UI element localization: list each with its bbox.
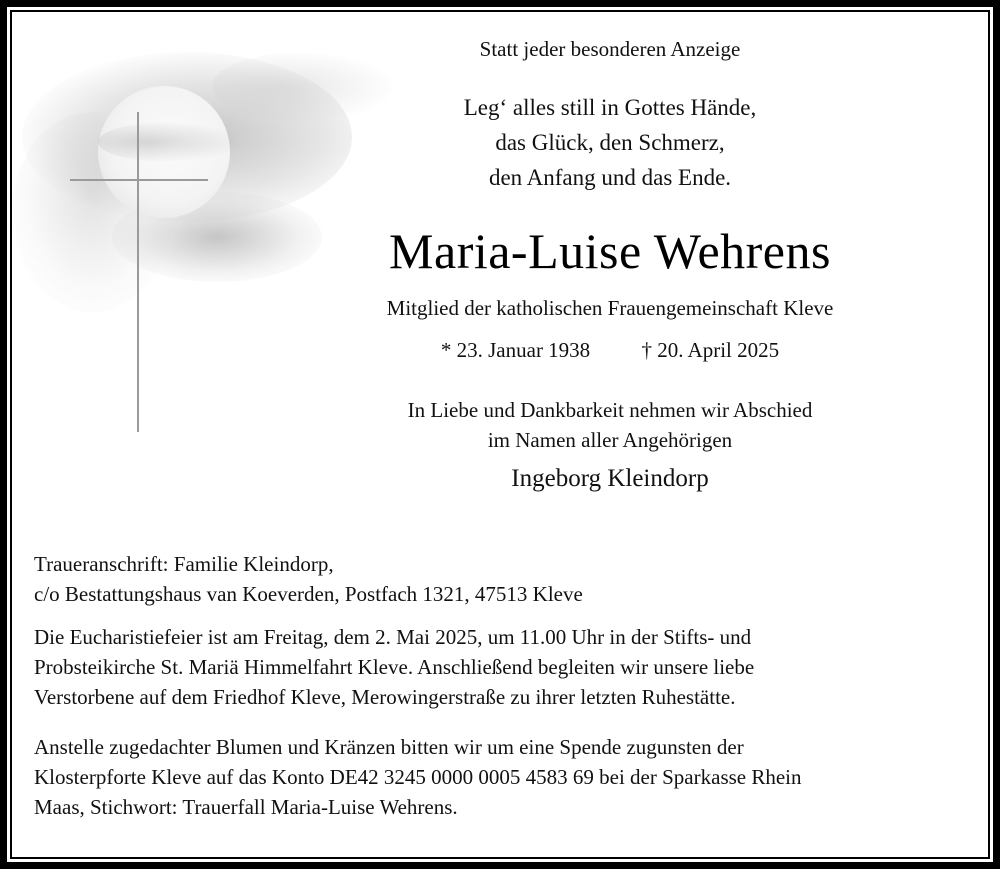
verse-line: Leg‘ alles still in Gottes Hände,	[463, 95, 757, 120]
mourning-address	[34, 549, 934, 609]
obituary-notice	[12, 12, 988, 857]
farewell-line: im Namen aller Angehörigen	[487, 428, 733, 452]
donation-line: Anstelle zugedachter Blumen und Kränzen bitten wir um eine Spende zugunsten der	[34, 735, 744, 759]
verse-line: den Anfang und das Ende.	[488, 165, 732, 190]
farewell-line: In Liebe und Dankbarkeit nehmen wir Abschied	[407, 398, 813, 422]
birth-date: * 23. Januar 1938	[440, 338, 591, 362]
cloud-shape	[12, 112, 172, 312]
cross-icon	[137, 112, 139, 432]
service-line: Probsteikirche St. Mariä Himmelfahrt Kleve. Anschließend begleiten wir unsere liebe	[34, 655, 755, 679]
farewell	[330, 395, 890, 455]
donation-line: Klosterpforte Kleve auf das Konto DE42 3245 0000 0005 4583 69 bei der Sparkasse Rhein	[34, 765, 802, 789]
death-date: † 20. April 2025	[641, 338, 780, 362]
cloud-shape	[112, 192, 322, 282]
service-line: Verstorbene auf dem Friedhof Kleve, Merowingerstraße zu ihrer letzten Ruhestätte.	[34, 685, 736, 709]
deceased-name: Maria-Luise Wehrens	[389, 223, 831, 279]
address-line: c/o Bestattungshaus van Koeverden, Postfach 1321, 47513 Kleve	[34, 582, 583, 606]
verse-line: das Glück, den Schmerz,	[495, 130, 725, 155]
cloud-shape	[22, 52, 352, 222]
life-dates	[330, 338, 890, 363]
service-line: Die Eucharistiefeier ist am Freitag, dem 2. Mai 2025, um 11.00 Uhr in der Stifts- und	[34, 625, 752, 649]
cloud-shape	[98, 122, 238, 162]
cross-icon	[70, 179, 208, 181]
heading-note: Statt jeder besonderen Anzeige	[479, 37, 741, 61]
moon-icon	[98, 86, 230, 218]
signer: Ingeborg Kleindorp	[511, 465, 709, 492]
service-info	[34, 622, 934, 712]
donation-line: Maas, Stichwort: Trauerfall Maria-Luise Wehrens.	[34, 795, 458, 819]
verse	[330, 90, 890, 195]
donation-info	[34, 732, 934, 822]
address-line: Traueranschrift: Familie Kleindorp,	[34, 552, 334, 576]
membership: Mitglied der katholischen Frauengemeinschaft Kleve	[386, 296, 834, 320]
